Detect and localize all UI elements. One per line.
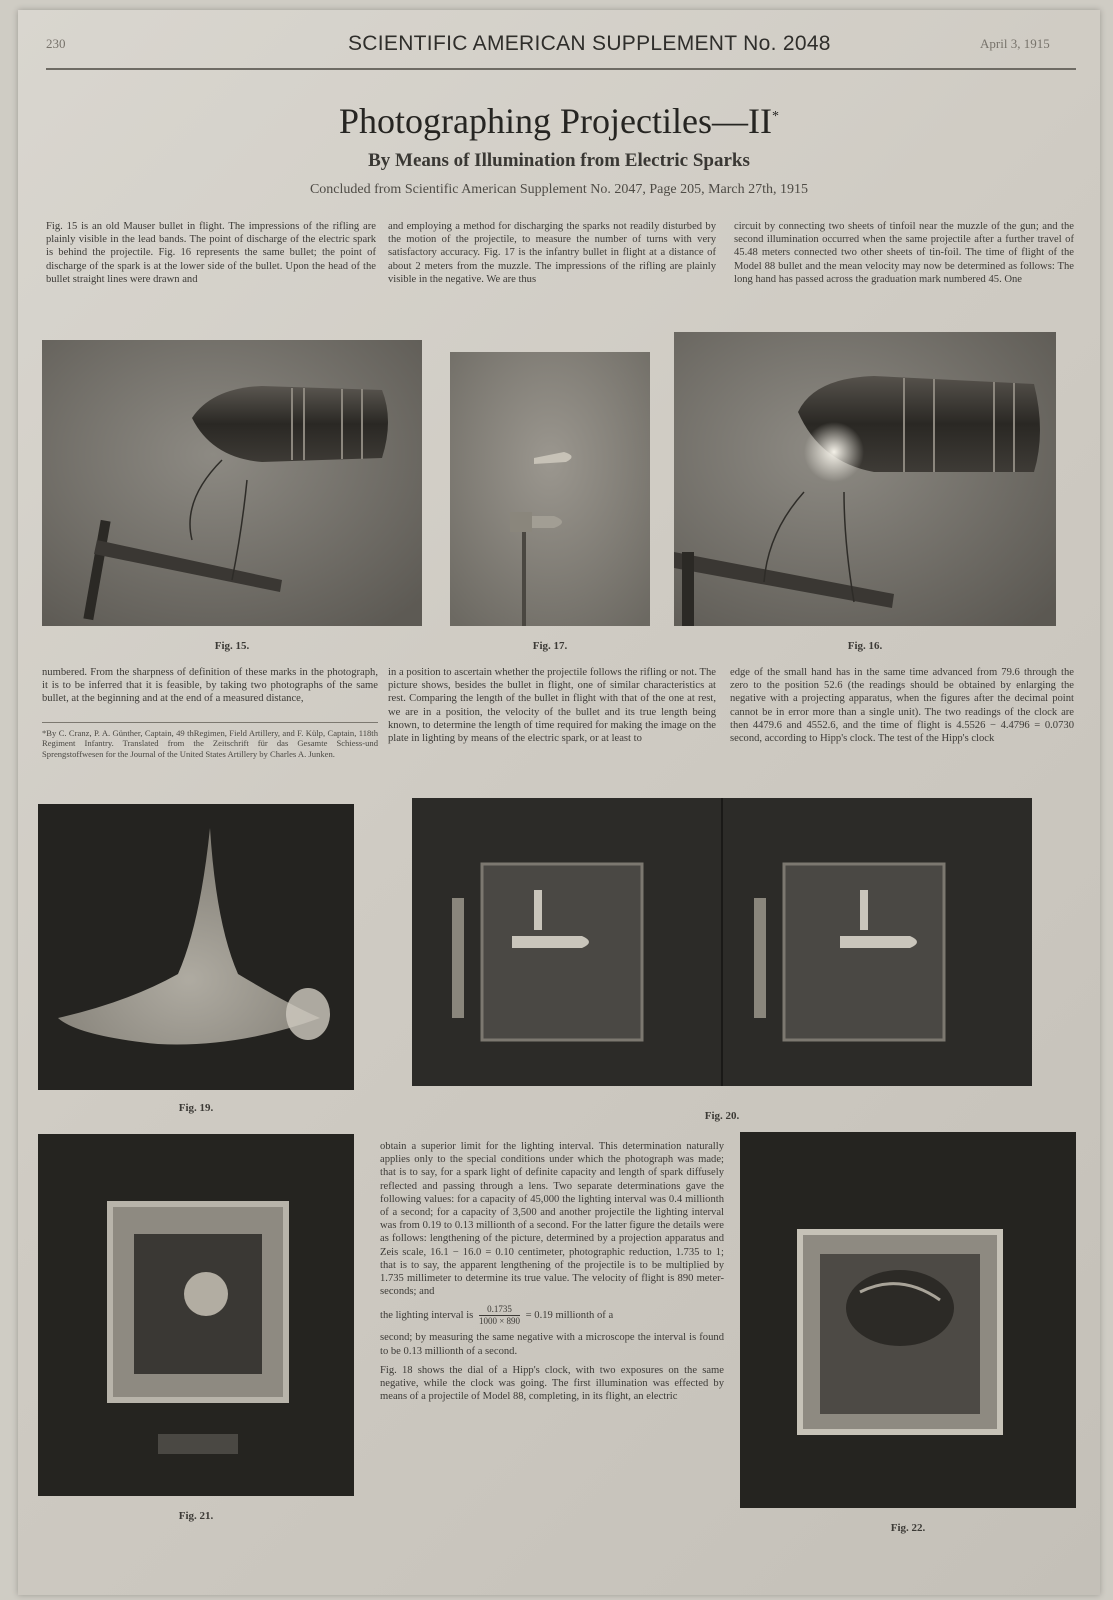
text-col-1-top: Fig. 15 is an old Mauser bullet in flight. The impressions of the rifling are plainly visible in the lead bands. The point of discharge of the electric spark is behind the projectile. Fig. 16 represents the same bullet; the point of discharge of the spark is at the lower side of the bullet. Upon the head of the bullet straight lines were drawn and [46,221,376,285]
figure-19-photo [38,804,354,1090]
figure-20-caption: Fig. 20. [704,1110,740,1122]
text-col-3-top: circuit by connecting two sheets of tinfoil near the muzzle of the gun; and the second illumination occurred when the same projectile after a further travel of 45.48 meters connected two other sheets of tin-foil. The time of flight of the Model 88 bullet and the mean velocity may now be determined as follows: The long hand has passed across the graduation mark numbered 45. One [734,221,1074,285]
stereo-left [452,864,642,1040]
figure-21-photo [38,1134,354,1496]
figure-20-photo [412,798,1032,1086]
text-col-2-top: and employing a method for discharging the sparks not readily disturbed by the motion of the projectile, to measure the number of turns with very satisfactory accuracy. Fig. 17 is the infantry bullet in flight at a distance of about 2 meters from the muzzle. The impressions of the rifling are plainly visible in the negative. We are thus [388,221,716,285]
article-subtitle: By Means of Illumination from Electric Sparks [368,150,750,171]
figure-17-caption: Fig. 17. [532,640,568,652]
formula-numerator: 0.1735 [479,1304,520,1316]
text-col-3-mid: edge of the small hand has in the same time advanced from 79.6 through the zero to the position 52.6 (the readings should be obtained by enlarging the negative with a projecting apparatus, when the figures after the decimal point cannot be in error more than a single unit). The two readings of the clock are then 4479.6 and 4552.6, and the time of flight is 4.5526 − 4.4796 = 0.0730 second, according to Hipp's clock. The test of the Hipp's clock [730,667,1074,745]
publication-title: SCIENTIFIC AMERICAN SUPPLEMENT No. 2048 [348,32,831,55]
text-bottom-col [380,1140,724,1403]
figure-15-photo [42,340,422,626]
footnote-rule [42,722,378,723]
title-footnote-mark: * [771,109,779,124]
formula-line [380,1304,724,1327]
stereo-right [754,864,944,1040]
text-col-2-mid: in a position to ascertain whether the projectile follows the rifling or not. The picture shows, besides the bullet in flight, one of similar characteristics at rest. Comparing the length of the bullet in flight with that of the one at rest, we are in a position, the velocity of the bullet and its true length being known, to determine the length of time required for making the image on the plate in lighting by means of the electric spark, or at least to [388,667,716,745]
bottom-paragraph-2: second; by measuring the same negative with a microscope the interval is found to be 0.13 millionth of a second. [380,1332,724,1357]
figure-22-photo [740,1132,1076,1508]
formula-denominator: 1000 × 890 [478,1316,521,1327]
page-number: 230 [46,36,66,51]
figure-17-photo [450,352,650,626]
footnote: *By C. Cranz, P. A. Günther, Captain, 49 thRegimen, Field Artillery, and F. Külp, Captain, 118th Regiment Infantry. Translated from the Zeitschrift für das Gesamte Schiess-und Sprengstoffwesen for the Journal of the United States Artillery by Charles A. Junken. [42,728,378,759]
article-title [18,100,1100,142]
formula-fraction [479,1304,520,1327]
figure-16-caption: Fig. 16. [847,640,883,652]
formula-tail: = 0.19 millionth of a [525,1310,614,1322]
header-rule [46,68,1076,70]
figure-16-photo [674,332,1056,626]
figure-22-caption: Fig. 22. [890,1522,926,1534]
continuation-note: Concluded from Scientific American Supplement No. 2047, Page 205, March 27th, 1915 [309,182,809,197]
figure-21-caption: Fig. 21. [178,1510,214,1522]
issue-date: April 3, 1915 [980,36,1050,51]
article-title-text: Photographing Projectiles—II [339,101,772,141]
figure-19-caption: Fig. 19. [178,1102,214,1114]
formula-lead: the lighting interval is [380,1310,474,1322]
text-col-1-mid: numbered. From the sharpness of definition of these marks in the photograph, it is to be inferred that it is feasible, by taking two photographs of the same bullet, at the beginning and at the end of a measured distance, [42,667,378,705]
magazine-page [18,10,1100,1595]
figure-15-caption: Fig. 15. [214,640,250,652]
bottom-paragraph-3: Fig. 18 shows the dial of a Hipp's clock, with two exposures on the same negative, while the clock was going. The first illumination was effected by means of a projectile of Model 88, completing, in its flight, an electric [380,1364,724,1403]
bottom-paragraph-1: obtain a superior limit for the lighting interval. This determination naturally applies only to the special conditions under which the photograph was made; that is to say, for a spark light of definite capacity and length of spark diffusely reflected and passing through a lens. Two separate determinations gave the following values: for a capacity of 45,000 the lighting interval was 0.4 millionth of a second; for a capacity of 3,500 and another projectile the lighting interval was from 0.19 to 0.13 millionth of a second. For the latter figure the details were as follows: lengthening of the picture, determined by a projection apparatus and Zeis scale, 16.1 − 16.0 = 0.10 centimeter, photographic reduction, 1.735 to 1; that is to say, the apparent lengthening of the projectile is to be multiplied by 1.735 millimeter to determine its true value. The velocity of flight is 890 meter-seconds; and [380,1141,724,1298]
